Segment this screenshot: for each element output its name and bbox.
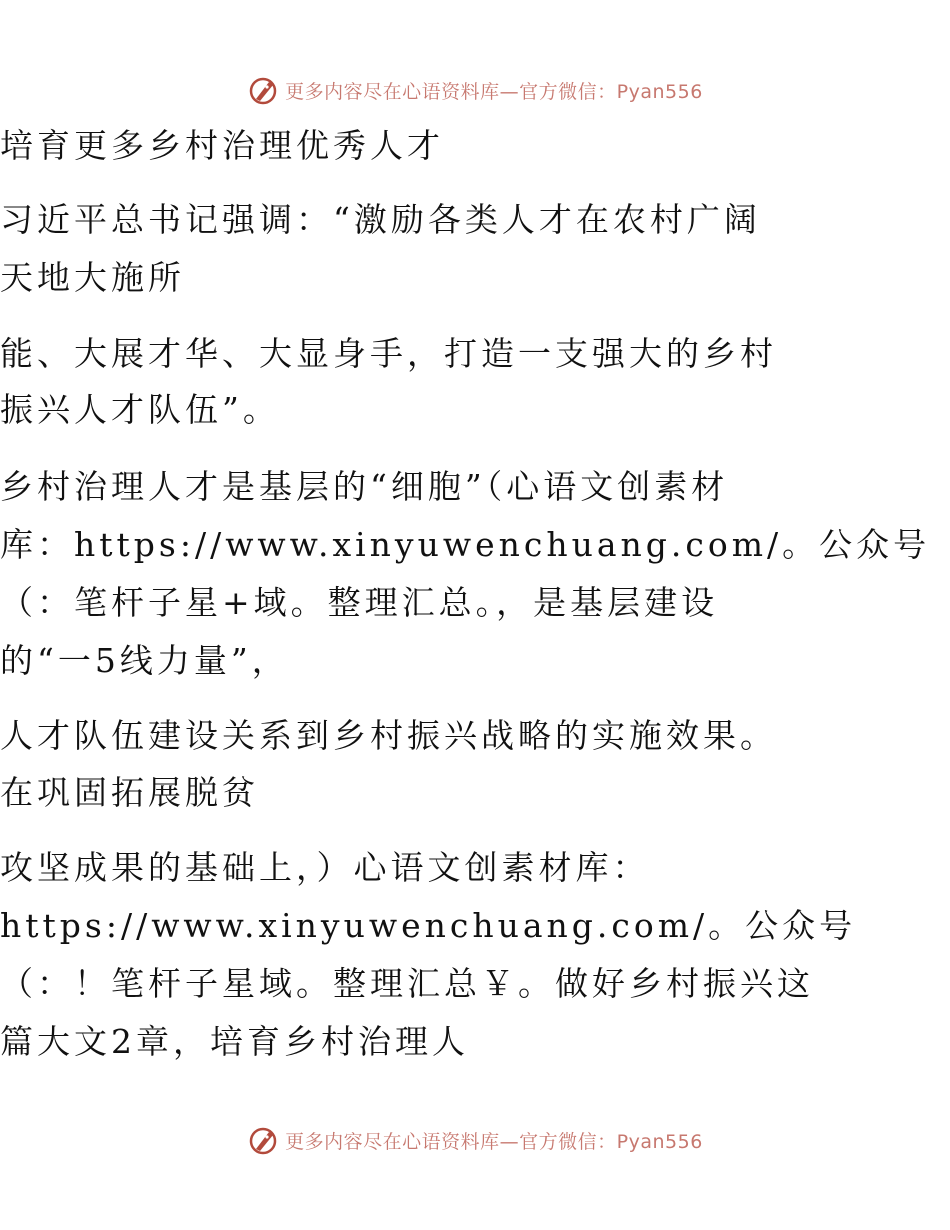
text-line: 篇大文2章，培育乡村治理人 [0,1022,469,1061]
text-line: 的“一5线力量”， [0,641,289,680]
text-line: 习近平总书记强调：“激励各类人才在农村广阔 [0,200,761,239]
text-line: 人才队伍建设关系到乡村振兴战略的实施效果。 [0,716,777,755]
pen-nib-logo-icon [247,74,279,106]
text-line: 振兴人才队伍”。 [0,390,280,429]
text-line: （：笔杆子星+域。整理汇总。，是基层建设 [0,583,719,622]
text-line: 能、大展才华、大显身手，打造一支强大的乡村 [0,334,777,373]
footer-watermark [0,1120,950,1160]
text-line: 攻坚成果的基础上，）心语文创素材库： [0,848,650,887]
text-line: 库：https://www.xinyuwenchuang.com/。公众号 [0,525,931,564]
text-line: 乡村治理人才是基层的“细胞”（心语文创素材 [0,467,729,506]
pen-nib-logo-icon [247,1124,279,1156]
text-line: 培育更多乡村治理优秀人才 [0,126,444,165]
header-watermark [0,70,950,110]
watermark-text: 更多内容尽在心语资料库—官方微信：Pyan556 [285,80,703,103]
text-line: https://www.xinyuwenchuang.com/。公众号 [0,906,857,945]
watermark-text: 更多内容尽在心语资料库—官方微信：Pyan556 [285,1130,703,1153]
text-line: 天地大施所 [0,258,185,297]
text-line: （：！笔杆子星域。整理汇总￥。做好乡村振兴这 [0,964,814,1003]
text-line: 在巩固拓展脱贫 [0,773,259,812]
